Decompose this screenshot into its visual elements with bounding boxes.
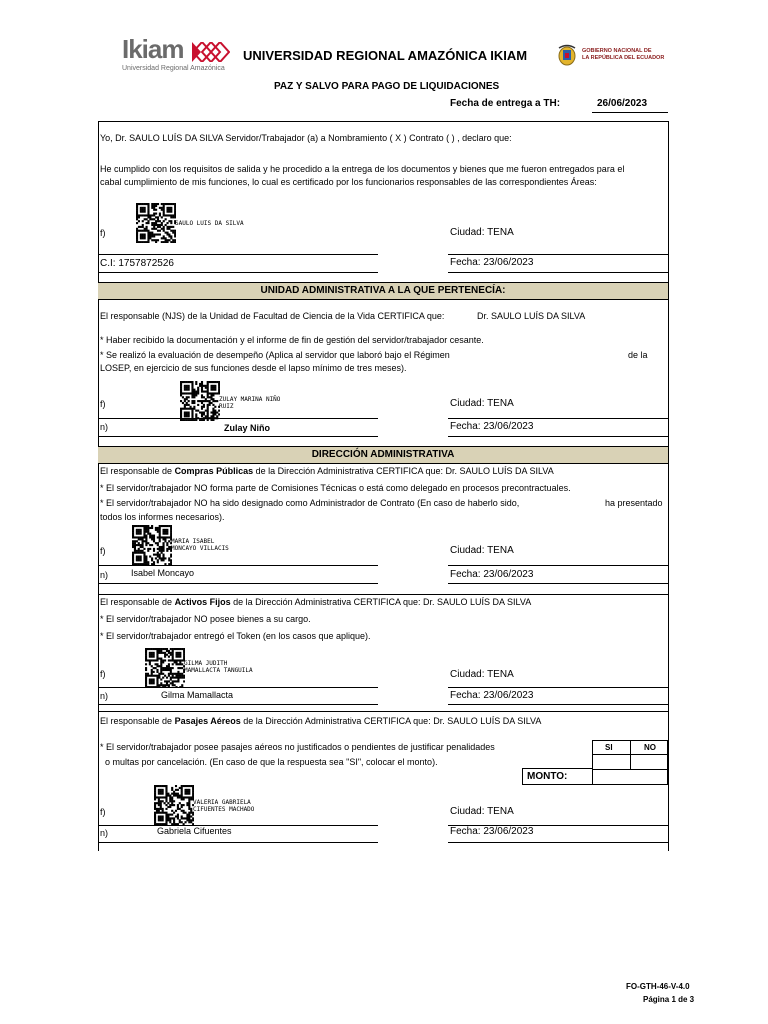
divider-compras bbox=[98, 594, 669, 595]
delivery-date: 26/06/2023 bbox=[597, 98, 648, 109]
admin-section-header: DIRECCIÓN ADMINISTRATIVA bbox=[98, 446, 668, 464]
f-label-declarant: f) bbox=[100, 228, 106, 238]
signature-line-activos bbox=[98, 687, 378, 688]
activos-item-2: * El servidor/trabajador entregó el Token (en los casos que aplique). bbox=[100, 631, 371, 641]
si-no-row-2 bbox=[593, 769, 667, 770]
signature-line-compras bbox=[98, 565, 378, 566]
name-line-compras bbox=[98, 583, 378, 584]
date-pasajes: Fecha: 23/06/2023 bbox=[450, 826, 534, 837]
delivery-label: Fecha de entrega a TH: bbox=[450, 98, 561, 109]
signature-line-pasajes bbox=[98, 825, 378, 826]
si-no-divider bbox=[630, 741, 631, 769]
monto-box bbox=[522, 768, 593, 785]
name-pasajes: Gabriela Cifuentes bbox=[157, 826, 232, 836]
city-line-activos bbox=[448, 687, 668, 688]
n-label-pasajes: n) bbox=[100, 828, 109, 838]
name-compras: Isabel Moncayo bbox=[131, 568, 195, 578]
declaration-body-2: cabal cumplimiento de mis funciones, lo cual es certificado por los funcionarios responsables de las correspondientes Áreas: bbox=[100, 177, 597, 187]
unit-resp-name: Dr. SAULO LUÍS DA SILVA bbox=[477, 311, 586, 321]
date-activos: Fecha: 23/06/2023 bbox=[450, 690, 534, 701]
city-pasajes: Ciudad: TENA bbox=[450, 806, 514, 817]
pasajes-item-2: o multas por cancelación. (En caso de que la respuesta sea "SI", colocar el monto). bbox=[105, 757, 438, 767]
compras-resp-bold: Compras Públicas bbox=[174, 466, 254, 476]
qr-code-signature-unit bbox=[180, 381, 220, 421]
si-no-row-1 bbox=[593, 754, 667, 755]
pasajes-resp-bold: Pasajes Aéreos bbox=[174, 716, 241, 726]
pasajes-resp-post: de la Dirección Administrativa CERTIFICA que: Dr. SAULO LUÍS DA SILVA bbox=[240, 716, 542, 726]
date-line-unit bbox=[448, 436, 668, 437]
form-code: FO-GTH-46-V-4.0 bbox=[626, 982, 690, 991]
signer-pasajes-2: CIFUENTES MACHADO bbox=[193, 806, 255, 813]
logo-pattern-icon bbox=[192, 42, 230, 62]
f-label-unit: f) bbox=[100, 399, 106, 409]
logo-text: Ikiam bbox=[122, 34, 184, 64]
activos-resp-post: de la Dirección Administrativa CERTIFICA que: Dr. SAULO LUÍS DA SILVA bbox=[230, 597, 532, 607]
delivery-date-underline bbox=[592, 112, 668, 113]
date-line-activos bbox=[448, 704, 668, 705]
city-compras: Ciudad: TENA bbox=[450, 545, 514, 556]
unit-resp: El responsable (NJS) de la Unidad de Facultad de Ciencia de la Vida CERTIFICA que: bbox=[100, 311, 445, 321]
declaration-intro: Yo, Dr. SAULO LUÍS DA SILVA Servidor/Trabajador (a) a Nombramiento ( X ) Contrato ( ) , declaro que: bbox=[100, 133, 512, 143]
unit-item-1: * Haber recibido la documentación y el informe de fin de gestión del servidor/trabajador cesante. bbox=[100, 335, 484, 345]
unit-item-2c: LOSEP, en ejercicio de sus funciones desde el lapso mínimo de tres meses). bbox=[100, 363, 407, 373]
city-declarant: Ciudad: TENA bbox=[450, 227, 514, 238]
logo-subtitle: Universidad Regional Amazónica bbox=[122, 65, 225, 72]
ci-line bbox=[98, 272, 378, 273]
unit-item-2b: de la bbox=[628, 350, 648, 360]
pasajes-resp-pre: El responsable de bbox=[100, 716, 175, 726]
date-line-compras bbox=[448, 583, 668, 584]
no-label: NO bbox=[644, 743, 656, 752]
qr-code-signature-compras bbox=[132, 525, 172, 565]
compras-item-2a: * El servidor/trabajador NO ha sido designado como Administrador de Contrato (En caso de haberlo sido, bbox=[100, 498, 520, 508]
unit-section-header: UNIDAD ADMINISTRATIVA A LA QUE PERTENECÍA: bbox=[98, 282, 668, 300]
date-line-declarant bbox=[448, 272, 668, 273]
coat-of-arms-icon bbox=[556, 44, 578, 66]
signature-line-declarant bbox=[98, 254, 378, 255]
f-label-pasajes: f) bbox=[100, 807, 106, 817]
si-no-table bbox=[592, 740, 668, 785]
signer-declarant: SAULO LUIS DA SILVA bbox=[175, 220, 244, 227]
date-declarant: Fecha: 23/06/2023 bbox=[450, 257, 534, 268]
city-line-unit bbox=[448, 418, 668, 419]
pasajes-item-1: * El servidor/trabajador posee pasajes aéreos no justificados o pendientes de justificar penalidades bbox=[100, 742, 495, 752]
activos-resp bbox=[100, 597, 531, 608]
activos-resp-pre: El responsable de bbox=[100, 597, 175, 607]
signer-compras-2: MONCAYO VILLACIS bbox=[171, 545, 229, 552]
gov-line1: GOBIERNO NACIONAL DE bbox=[582, 48, 652, 54]
qr-code-signature-pasajes bbox=[154, 785, 194, 825]
city-unit: Ciudad: TENA bbox=[450, 398, 514, 409]
unit-item-2a: * Se realizó la evaluación de desempeño (Aplica al servidor que laboró bajo el Régimen bbox=[100, 350, 450, 360]
city-line-declarant bbox=[448, 254, 668, 255]
divider-activos bbox=[98, 711, 669, 712]
declaration-body-1: He cumplido con los requisitos de salida y he procedido a la entrega de los documentos y bienes que me fueron entregados para el bbox=[100, 164, 625, 174]
name-line-activos bbox=[98, 704, 378, 705]
page-number: Página 1 de 3 bbox=[643, 995, 695, 1004]
compras-item-2c: todos los informes necesarios). bbox=[100, 512, 225, 522]
city-activos: Ciudad: TENA bbox=[450, 669, 514, 680]
signer-unit-1: ZULAY MARINA NIÑO bbox=[219, 396, 281, 403]
compras-item-2b: ha presentado bbox=[605, 498, 663, 508]
qr-code-signature-declarant bbox=[136, 203, 176, 243]
pasajes-resp bbox=[100, 716, 541, 727]
frame-left bbox=[98, 121, 99, 851]
gov-line2: LA REPÚBLICA DEL ECUADOR bbox=[582, 55, 665, 61]
ikiam-logo bbox=[122, 36, 234, 76]
compras-resp-post: de la Dirección Administrativa CERTIFICA que: Dr. SAULO LUÍS DA SILVA bbox=[253, 466, 554, 476]
date-unit: Fecha: 23/06/2023 bbox=[450, 421, 534, 432]
name-unit: Zulay Niño bbox=[224, 423, 271, 433]
frame-top bbox=[98, 121, 669, 122]
f-label-activos: f) bbox=[100, 669, 106, 679]
compras-item-1: * El servidor/trabajador NO forma parte de Comisiones Técnicas o está como delegado en procesos precontractuales. bbox=[100, 483, 571, 493]
activos-resp-bold: Activos Fijos bbox=[174, 597, 231, 607]
signer-pasajes-1: VALERIA GABRIELA bbox=[193, 799, 251, 806]
signature-line-unit bbox=[98, 418, 378, 419]
f-label-compras: f) bbox=[100, 546, 106, 556]
form-title: PAZ Y SALVO PARA PAGO DE LIQUIDACIONES bbox=[274, 81, 500, 92]
date-line-pasajes bbox=[448, 842, 668, 843]
n-label-activos: n) bbox=[100, 691, 109, 701]
signer-activos-2: MAMALLACTA TANGUILA bbox=[184, 667, 253, 674]
date-compras: Fecha: 23/06/2023 bbox=[450, 569, 534, 580]
qr-code-signature-activos bbox=[145, 648, 185, 688]
university-name: UNIVERSIDAD REGIONAL AMAZÓNICA IKIAM bbox=[243, 48, 528, 63]
activos-item-1: * El servidor/trabajador NO posee bienes a su cargo. bbox=[100, 614, 311, 624]
signer-unit-2: RUIZ bbox=[219, 403, 234, 410]
n-label-compras: n) bbox=[100, 570, 109, 580]
signer-compras-1: MARIA ISABEL bbox=[171, 538, 215, 545]
city-line-compras bbox=[448, 565, 668, 566]
compras-resp bbox=[100, 466, 554, 477]
si-label: SI bbox=[605, 743, 613, 752]
compras-resp-pre: El responsable de bbox=[100, 466, 175, 476]
frame-right bbox=[668, 121, 669, 851]
name-activos: Gilma Mamallacta bbox=[161, 690, 234, 700]
signer-activos-1: GILMA JUDITH bbox=[184, 660, 228, 667]
government-logo bbox=[556, 44, 668, 66]
monto-label: MONTO: bbox=[527, 771, 568, 782]
ci-number: C.I: 1757872526 bbox=[100, 258, 174, 269]
n-label-unit: n) bbox=[100, 422, 109, 432]
name-line-unit bbox=[98, 436, 378, 437]
name-line-pasajes bbox=[98, 842, 378, 843]
